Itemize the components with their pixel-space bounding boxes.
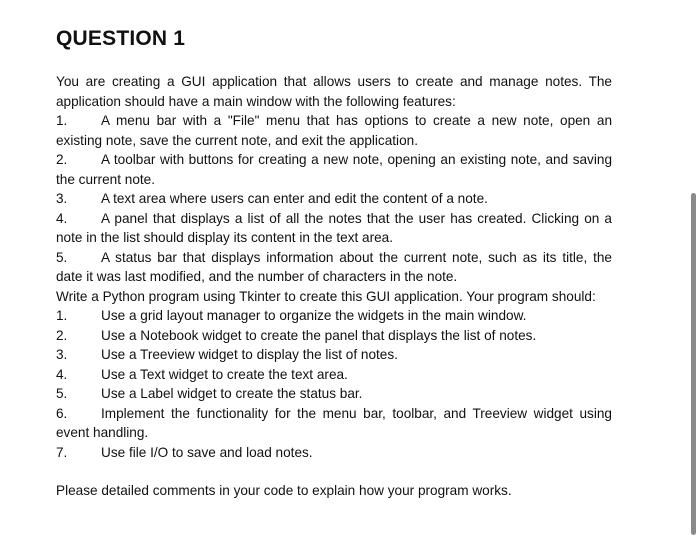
requirement-text: Use file I/O to save and load notes.	[101, 444, 313, 460]
requirement-text: Use a Treeview widget to display the list of notes.	[101, 347, 398, 362]
requirement-item	[56, 345, 612, 365]
requirement-item	[56, 384, 612, 404]
requirement-text: Use a grid layout manager to organize the widgets in the main window.	[101, 308, 527, 323]
feature-item	[56, 248, 612, 287]
requirement-number: 1.	[56, 308, 68, 323]
feature-list	[56, 111, 612, 287]
feature-text: A panel that displays a list of all the notes that the user has created. Clicking on a note in the list should display its content in the text area.	[56, 210, 612, 245]
requirement-number: 5.	[56, 386, 68, 401]
feature-number: 3.	[56, 191, 68, 206]
vertical-scrollbar[interactable]	[694, 0, 700, 543]
requirement-list	[56, 306, 612, 462]
feature-item	[56, 150, 612, 189]
requirement-item	[56, 443, 612, 463]
feature-text: A menu bar with a "File" menu that has options to create a new note, open an existing note, save the current note, and exit the application.	[56, 113, 612, 148]
requirement-number: 3.	[56, 347, 68, 362]
question-heading: QUESTION 1	[56, 27, 186, 50]
intro-paragraph: You are creating a GUI application that allows users to create and manage notes. The application should have a main window with the following features:	[56, 74, 612, 109]
requirement-text: Use a Text widget to create the text area.	[101, 366, 348, 382]
feature-number: 5.	[56, 249, 68, 265]
requirement-item	[56, 306, 612, 326]
requirement-number: 6.	[56, 405, 68, 421]
requirement-text: Use a Notebook widget to create the panel that displays the list of notes.	[101, 327, 537, 343]
task-paragraph: Write a Python program using Tkinter to create this GUI application. Your program should:	[56, 288, 596, 304]
question-body	[56, 72, 612, 501]
scrollbar-thumb[interactable]	[691, 193, 696, 535]
feature-item	[56, 209, 612, 248]
requirement-item	[56, 365, 612, 385]
feature-number: 4.	[56, 210, 68, 226]
requirement-item	[56, 326, 612, 346]
feature-item	[56, 189, 612, 209]
requirement-text: Use a Label widget to create the status bar.	[101, 386, 363, 401]
requirement-number: 2.	[56, 327, 68, 343]
feature-number: 1.	[56, 113, 68, 128]
requirement-number: 4.	[56, 366, 68, 382]
feature-text: A text area where users can enter and edit the content of a note.	[101, 191, 488, 206]
feature-text: A toolbar with buttons for creating a new note, opening an existing note, and saving the current note.	[56, 152, 612, 187]
feature-text: A status bar that displays information about the current note, such as its title, the date it was last modified, and the number of characters in the note.	[56, 249, 612, 284]
feature-item	[56, 111, 612, 150]
requirement-number: 7.	[56, 444, 68, 460]
feature-number: 2.	[56, 152, 68, 167]
closing-paragraph: Please detailed comments in your code to explain how your program works.	[56, 483, 512, 498]
requirement-text: Implement the functionality for the menu bar, toolbar, and Treeview widget using event handling.	[56, 405, 612, 440]
requirement-item	[56, 404, 612, 443]
